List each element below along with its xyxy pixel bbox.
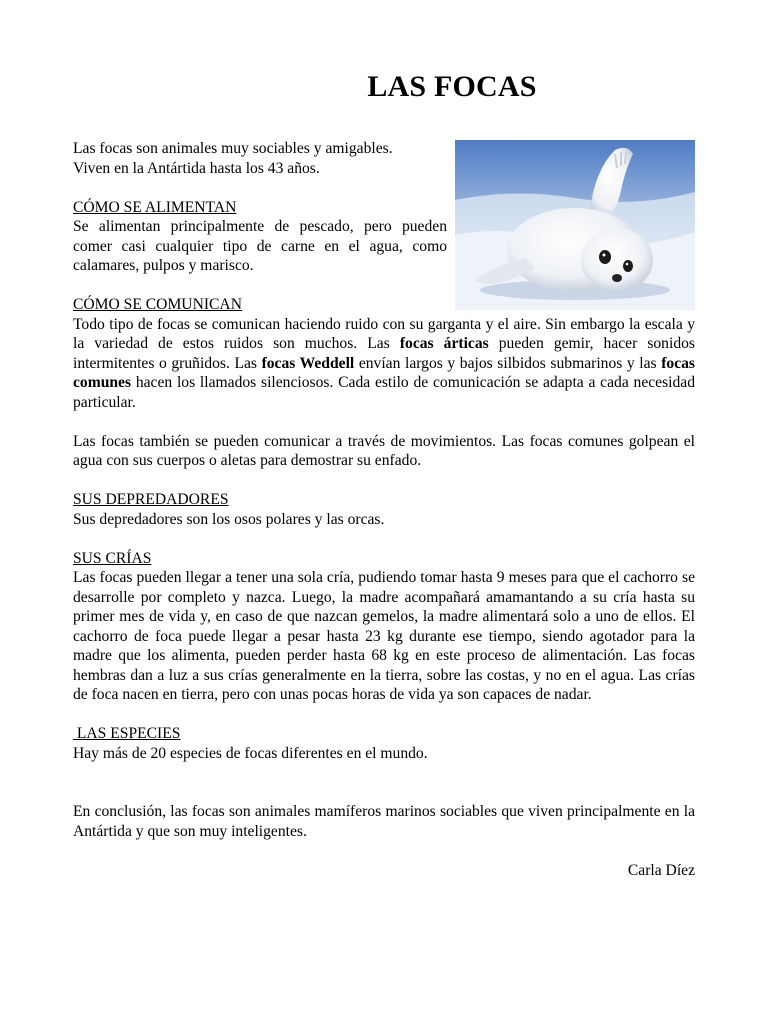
text-comunican-1: Todo tipo de focas se comunican haciendo ruido con su garganta y el aire. Sin embargo la escala y la variedad de estos ruidos son muchos. Las focas árticas pueden gemir, hacer sonidos intermitentes o gruñidos. Las focas Weddell envían largos y bajos silbidos submarinos y las focas comunes hacen los llamados silenciosos. Cada estilo de comunicación se adapta a cada necesidad particular.: [73, 315, 695, 411]
heading-especies: LAS ESPECIES: [73, 725, 181, 742]
heading-crias: SUS CRÍAS: [73, 549, 152, 567]
document-body: [73, 139, 695, 880]
seal-pup-photo: [455, 140, 695, 310]
text-especies: Hay más de 20 especies de focas diferentes en el mundo.: [73, 744, 428, 762]
text-alimentan: Se alimentan principalmente de pescado, pero pueden comer casi cualquier tipo de carne en el agua, como calamares, pulpos y marisco.: [73, 218, 447, 274]
intro-line-2: Viven en la Antártida hasta los 43 años.: [73, 159, 320, 177]
text-crias: Las focas pueden llegar a tener una sola cría, pudiendo tomar hasta 9 meses para que el cachorro se desarrolle por completo y nazca. Luego, la madre acompañará amamantando a su cría hasta su primer mes de vida y, en caso de que nazcan gemelos, la madre alimentará solo a uno de ellos. El cachorro de foca puede llegar a pesar hasta 23 kg durante ese tiempo, siendo agotador para la madre que los alimenta, pueden perder hasta 68 kg en este proceso de alimentación. Las focas hembras dan a luz a sus crías generalmente en la tierra, sobre las costas, y no en el agua. Las crías de foca nacen en tierra, pero con unas pocas horas de vida ya son capaces de nadar.: [73, 569, 695, 703]
author-signature: Carla Díez: [627, 861, 695, 879]
text-conclusion: En conclusión, las focas son animales mamíferos marinos sociables que viven principalmente en la Antártida y que son muy inteligentes.: [73, 803, 695, 840]
intro-line-1: Las focas son animales muy sociables y amigables.: [73, 140, 393, 157]
seal-pup-image: [455, 140, 695, 310]
text-depredadores: Sus depredadores son los osos polares y las orcas.: [73, 510, 385, 528]
heading-depredadores: SUS DEPREDADORES: [73, 491, 229, 508]
page-title: LAS FOCAS: [367, 70, 537, 103]
text-comunican-2: Las focas también se pueden comunicar a través de movimientos. Las focas comunes golpean el agua con sus cuerpos o aletas para demostrar su enfado.: [73, 432, 695, 469]
heading-comunican: CÓMO SE COMUNICAN: [73, 296, 242, 313]
heading-alimentan: CÓMO SE ALIMENTAN: [73, 198, 237, 216]
